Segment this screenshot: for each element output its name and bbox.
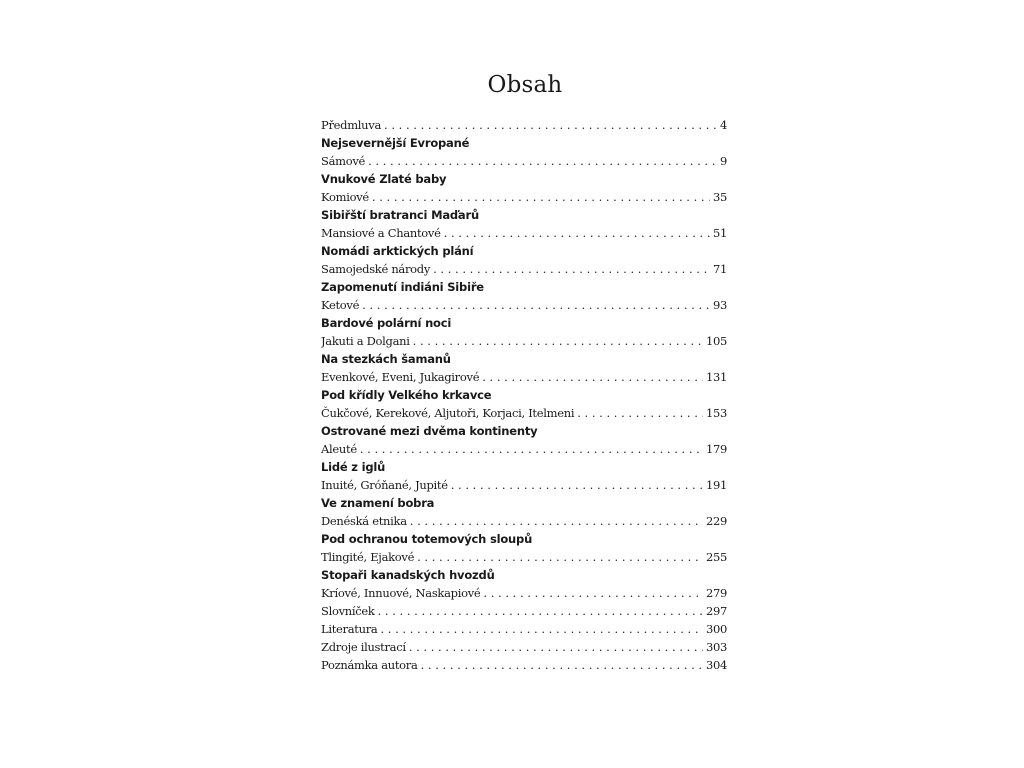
toc-section-heading: Bardové polární noci <box>321 316 452 330</box>
dot-leader <box>577 404 703 422</box>
toc-entry <box>321 656 727 674</box>
toc-page-number: 51 <box>712 226 727 240</box>
dot-leader <box>444 224 710 242</box>
toc-entry-label: Denéská etnika <box>321 514 407 528</box>
toc-page-number: 35 <box>712 190 727 204</box>
toc-page-number: 71 <box>712 262 727 276</box>
toc-section-heading: Na stezkách šamanů <box>321 352 451 366</box>
toc-entry <box>321 368 727 386</box>
toc-page-number: 255 <box>705 550 727 564</box>
toc-page-number: 105 <box>705 334 727 348</box>
toc-entry <box>321 638 727 656</box>
dot-leader <box>368 152 717 170</box>
toc-entry <box>321 512 727 530</box>
dot-leader <box>417 548 703 566</box>
toc-entry-label: Komiové <box>321 190 369 204</box>
toc-section-heading: Ostrované mezi dvěma kontinenty <box>321 424 538 438</box>
toc-entry <box>321 260 727 278</box>
dot-leader <box>413 332 703 350</box>
toc-entry-label: Kríové, Innuové, Naskapiové <box>321 586 481 600</box>
toc-entry-label: Inuité, Gróňané, Jupité <box>321 478 448 492</box>
toc-section-heading: Ve znamení bobra <box>321 496 435 510</box>
toc-entry-label: Aleuté <box>321 442 357 456</box>
toc-entry-label: Samojedské národy <box>321 262 431 276</box>
toc-page-number: 9 <box>719 154 727 168</box>
toc-entry <box>321 548 727 566</box>
toc-entry-label: Poznámka autora <box>321 658 418 672</box>
toc-section-heading: Lidé z iglů <box>321 460 386 474</box>
toc-entry <box>321 584 727 602</box>
toc-entry-label: Tlingité, Ejakové <box>321 550 415 564</box>
toc-page-number: 4 <box>719 118 727 132</box>
toc-page-number: 179 <box>705 442 727 456</box>
toc-entry-label: Sámové <box>321 154 366 168</box>
dot-leader <box>378 602 703 620</box>
toc-section-heading: Pod ochranou totemových sloupů <box>321 532 533 546</box>
dot-leader <box>409 638 703 656</box>
toc-entry-label: Evenkové, Eveni, Jukagirové <box>321 370 480 384</box>
dot-leader <box>482 368 703 386</box>
toc-entry <box>321 296 727 314</box>
toc-section-heading: Nomádi arktických plání <box>321 244 474 258</box>
dot-leader <box>360 440 703 458</box>
toc-entry <box>321 620 727 638</box>
toc-page-number: 131 <box>705 370 727 384</box>
dot-leader <box>380 620 702 638</box>
toc-entry-label: Slovníček <box>321 604 375 618</box>
toc-entry <box>321 116 727 134</box>
dot-leader <box>362 296 710 314</box>
table-of-contents <box>321 116 727 674</box>
toc-page-number: 303 <box>705 640 727 654</box>
toc-entry <box>321 440 727 458</box>
toc-section-heading: Stopaři kanadských hvozdů <box>321 568 495 582</box>
toc-entry <box>321 476 727 494</box>
toc-page-number: 297 <box>705 604 727 618</box>
toc-page-number: 279 <box>705 586 727 600</box>
toc-section-heading: Zapomenutí indiáni Sibiře <box>321 280 484 294</box>
toc-entry-label: Mansiové a Chantové <box>321 226 441 240</box>
toc-page-number: 229 <box>705 514 727 528</box>
toc-entry <box>321 188 727 206</box>
toc-page-number: 191 <box>705 478 727 492</box>
page-title: Obsah <box>487 72 563 98</box>
toc-entry <box>321 224 727 242</box>
dot-leader <box>451 476 703 494</box>
toc-entry <box>321 404 727 422</box>
toc-entry <box>321 602 727 620</box>
toc-page-number: 153 <box>705 406 727 420</box>
toc-page-number: 93 <box>712 298 727 312</box>
toc-entry-label: Předmluva <box>321 118 382 132</box>
dot-leader <box>384 116 717 134</box>
dot-leader <box>421 656 703 674</box>
toc-entry-label: Čukčové, Kerekové, Aljutoři, Korjaci, Itelmeni <box>321 406 575 420</box>
dot-leader <box>483 584 703 602</box>
dot-leader <box>433 260 710 278</box>
toc-entry-label: Literatura <box>321 622 378 636</box>
dot-leader <box>372 188 710 206</box>
toc-entry-label: Jakuti a Dolgani <box>321 334 410 348</box>
toc-section-heading: Vnukové Zlaté baby <box>321 172 447 186</box>
toc-entry <box>321 152 727 170</box>
toc-section-heading: Pod křídly Velkého krkavce <box>321 388 492 402</box>
toc-section-heading: Sibiřští bratranci Maďarů <box>321 208 479 222</box>
toc-entry-label: Ketové <box>321 298 360 312</box>
toc-entry <box>321 332 727 350</box>
toc-page-number: 300 <box>705 622 727 636</box>
toc-section-heading: Nejsevernější Evropané <box>321 136 470 150</box>
dot-leader <box>410 512 703 530</box>
toc-entry-label: Zdroje ilustrací <box>321 640 406 654</box>
toc-page-number: 304 <box>705 658 727 672</box>
